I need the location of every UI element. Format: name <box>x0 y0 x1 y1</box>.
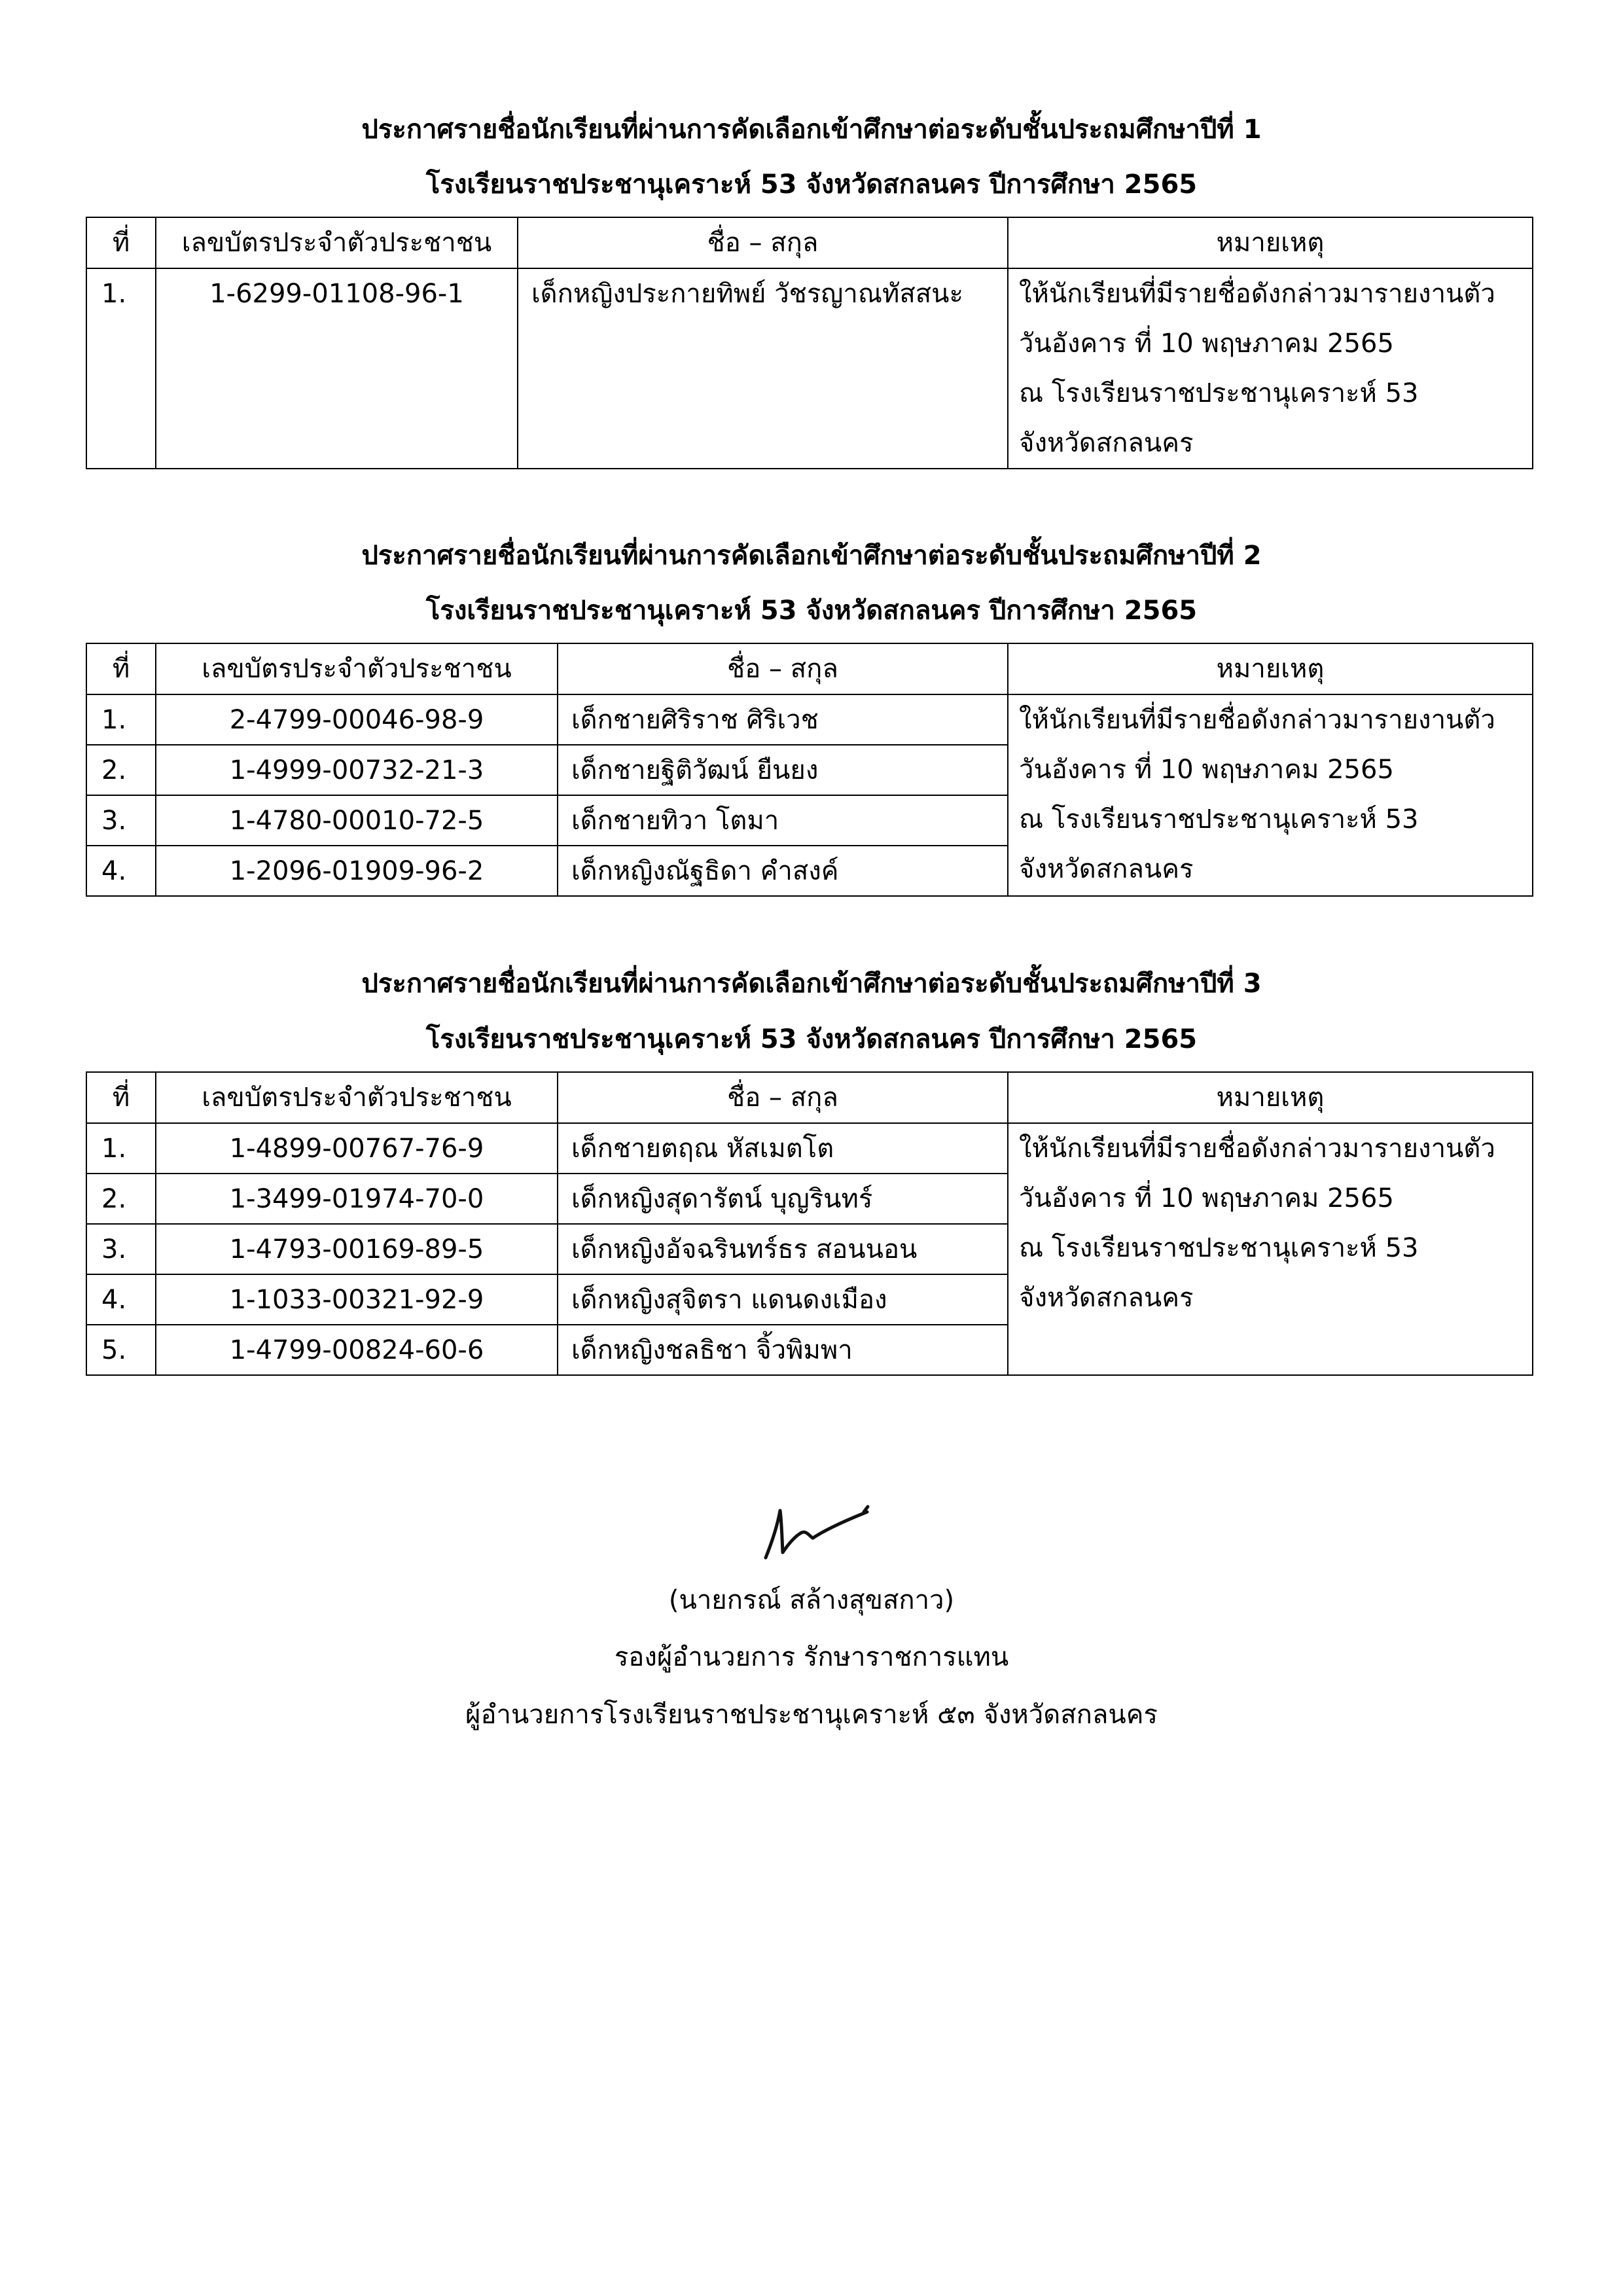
row-no: 1. <box>86 268 156 469</box>
row-id: 1-3499-01974-70-0 <box>156 1174 558 1224</box>
row-id: 1-4899-00767-76-9 <box>156 1123 558 1174</box>
handwritten-signature <box>746 1492 877 1571</box>
header-note: หมายเหตุ <box>1008 1072 1533 1123</box>
row-id: 1-6299-01108-96-1 <box>156 268 518 469</box>
table-header-row <box>86 643 1533 694</box>
note-line: วันอังคาร ที่ 10 พฤษภาคม 2565 <box>1019 1183 1394 1213</box>
header-no: ที่ <box>86 217 156 268</box>
note-cell <box>1008 694 1533 896</box>
header-name: ชื่อ – สกุล <box>558 643 1008 694</box>
note-line: จังหวัดสกลนคร <box>1019 1283 1194 1313</box>
row-name: เด็กหญิงสุจิตรา แดนดงเมือง <box>558 1274 1008 1325</box>
table-row <box>86 694 1533 745</box>
row-name: เด็กหญิงอัจฉรินทร์ธร สอนนอน <box>558 1224 1008 1274</box>
row-no: 2. <box>86 1174 156 1224</box>
row-id: 1-4793-00169-89-5 <box>156 1224 558 1274</box>
row-no: 1. <box>86 694 156 745</box>
row-id: 1-4799-00824-60-6 <box>156 1325 558 1375</box>
header-id: เลขบัตรประจำตัวประชาชน <box>156 643 558 694</box>
row-name: เด็กชายตฤณ หัสเมตโต <box>558 1123 1008 1174</box>
section-3-subtitle: โรงเรียนราชประชานุเคราะห์ 53 จังหวัดสกลนคร ปีการศึกษา 2565 <box>425 1024 1198 1054</box>
row-no: 5. <box>86 1325 156 1375</box>
row-name: เด็กชายฐิติวัฒน์ ยืนยง <box>558 745 1008 795</box>
note-line: วันอังคาร ที่ 10 พฤษภาคม 2565 <box>1019 755 1394 785</box>
note-line: ให้นักเรียนที่มีรายชื่อดังกล่าวมารายงานตัว <box>1019 1134 1495 1164</box>
section-2-title: ประกาศรายชื่อนักเรียนที่ผ่านการคัดเลือกเข้าศึกษาต่อระดับชั้นประถมศึกษาปีที่ 2 <box>361 541 1262 571</box>
note-line: วันอังคาร ที่ 10 พฤษภาคม 2565 <box>1019 329 1394 359</box>
note-cell <box>1008 268 1533 469</box>
section-2-table <box>86 643 1533 897</box>
section-3-table <box>86 1071 1533 1376</box>
header-no: ที่ <box>86 1072 156 1123</box>
signer-position: รองผู้อำนวยการ รักษาราชการแทน <box>614 1642 1009 1672</box>
table-row <box>86 1123 1533 1174</box>
row-no: 2. <box>86 745 156 795</box>
section-2-subtitle: โรงเรียนราชประชานุเคราะห์ 53 จังหวัดสกลนคร ปีการศึกษา 2565 <box>425 596 1198 626</box>
note-cell <box>1008 1123 1533 1375</box>
row-id: 1-4999-00732-21-3 <box>156 745 558 795</box>
row-name: เด็กชายศิริราช ศิริเวช <box>558 694 1008 745</box>
note-line: ณ โรงเรียนราชประชานุเคราะห์ 53 <box>1019 804 1419 834</box>
row-no: 4. <box>86 1274 156 1325</box>
row-name: เด็กชายทิวา โตมา <box>558 795 1008 846</box>
row-id: 1-4780-00010-72-5 <box>156 795 558 846</box>
note-line: ณ โรงเรียนราชประชานุเคราะห์ 53 <box>1019 378 1419 408</box>
note-line: จังหวัดสกลนคร <box>1019 854 1194 884</box>
note-line: ให้นักเรียนที่มีรายชื่อดังกล่าวมารายงานตัว <box>1019 705 1495 735</box>
row-no: 3. <box>86 795 156 846</box>
header-id: เลขบัตรประจำตัวประชาชน <box>156 217 518 268</box>
row-no: 4. <box>86 846 156 896</box>
header-name: ชื่อ – สกุล <box>518 217 1008 268</box>
row-name: เด็กหญิงสุดารัตน์ บุญรินทร์ <box>558 1174 1008 1224</box>
row-name: เด็กหญิงประกายทิพย์ วัชรญาณทัสสนะ <box>518 268 1008 469</box>
section-1-table <box>86 217 1533 469</box>
note-line: จังหวัดสกลนคร <box>1019 428 1194 458</box>
section-1-title: ประกาศรายชื่อนักเรียนที่ผ่านการคัดเลือกเข้าศึกษาต่อระดับชั้นประถมศึกษาปีที่ 1 <box>361 115 1262 145</box>
row-no: 1. <box>86 1123 156 1174</box>
row-no: 3. <box>86 1224 156 1274</box>
header-no: ที่ <box>86 643 156 694</box>
row-id: 1-1033-00321-92-9 <box>156 1274 558 1325</box>
row-id: 2-4799-00046-98-9 <box>156 694 558 745</box>
header-id: เลขบัตรประจำตัวประชาชน <box>156 1072 558 1123</box>
note-line: ณ โรงเรียนราชประชานุเคราะห์ 53 <box>1019 1233 1419 1263</box>
header-note: หมายเหตุ <box>1008 643 1533 694</box>
row-id: 1-2096-01909-96-2 <box>156 846 558 896</box>
section-1-subtitle: โรงเรียนราชประชานุเคราะห์ 53 จังหวัดสกลนคร ปีการศึกษา 2565 <box>425 170 1198 200</box>
signer-title: ผู้อำนวยการโรงเรียนราชประชานุเคราะห์ ๕๓ จังหวัดสกลนคร <box>465 1700 1158 1730</box>
signer-name: (นายกรณ์ สล้างสุขสกาว) <box>668 1585 955 1615</box>
table-row <box>86 268 1533 469</box>
row-name: เด็กหญิงชลธิชา จิ้วพิมพา <box>558 1325 1008 1375</box>
header-note: หมายเหตุ <box>1008 217 1533 268</box>
note-line: ให้นักเรียนที่มีรายชื่อดังกล่าวมารายงานตัว <box>1019 279 1495 309</box>
header-name: ชื่อ – สกุล <box>558 1072 1008 1123</box>
row-name: เด็กหญิงณัฐธิดา คำสงค์ <box>558 846 1008 896</box>
table-header-row <box>86 1072 1533 1123</box>
section-3-title: ประกาศรายชื่อนักเรียนที่ผ่านการคัดเลือกเข้าศึกษาต่อระดับชั้นประถมศึกษาปีที่ 3 <box>361 969 1262 999</box>
table-header-row <box>86 217 1533 268</box>
